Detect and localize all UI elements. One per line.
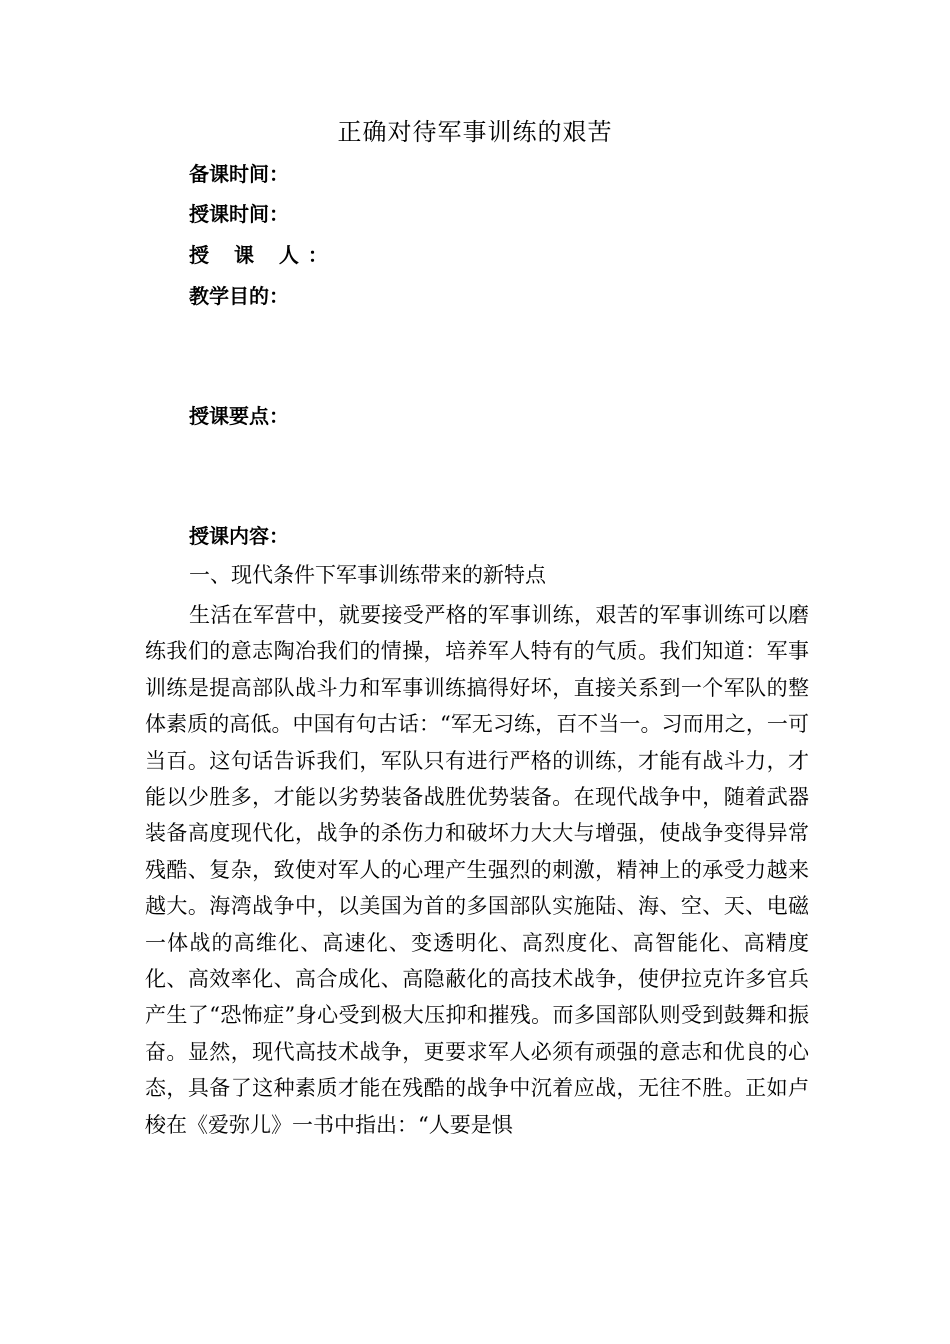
teacher-field <box>189 241 337 269</box>
body-paragraph: 生活在军营中，就要接受严格的军事训练，艰苦的军事训练可以磨练我们的意志陶冶我们的情操，培养军人特有的气质。我们知道：军事训练是提高部队战斗力和军事训练搞得好坏，直接关系到一个军队的整体素质的高低。中国有句古话：“军无习练，百不当一。习而用之，一可当百。这句话告诉我们，军队只有进行严格的训练，才能有战斗力，才能以少胜多，才能以劣势装备战胜优势装备。在现代战争中，随着武器装备高度现代化，战争的杀伤力和破坏力大大与增强，使战争变得异常残酷、复杂，致使对军人的心理产生强烈的刺激，精神上的承受力越来越大。海湾战争中，以美国为首的多国部队实施陆、海、空、天、电磁一体战的高维化、高速化、变透明化、高烈度化、高智能化、高精度化、高效率化、高合成化、高隐蔽化的高技术战争，使伊拉克许多官兵产生了“恐怖症”身心受到极大压抑和摧残。而多国部队则受到鼓舞和振奋。显然，现代高技术战争，更要求军人必须有顽强的意志和优良的心态，具备了这种素质才能在残酷的战争中沉着应战，无往不胜。正如卢梭在《爱弥儿》一书中指出：“人要是惧 <box>145 603 809 1137</box>
prep-time-label: 备课时间： <box>189 162 289 186</box>
section-heading: 一、现代条件下军事训练带来的新特点 <box>189 563 546 587</box>
document-title: 正确对待军事训练的艰苦 <box>337 118 613 146</box>
teach-time-field <box>189 200 289 228</box>
body-text <box>145 597 809 1143</box>
key-points-field <box>189 402 295 430</box>
objective-field <box>189 282 295 310</box>
teach-time-label: 授课时间： <box>189 202 289 226</box>
objective-label: 教学目的： <box>189 284 289 308</box>
content-label: 授课内容： <box>189 524 289 548</box>
key-points-label: 授课要点： <box>189 404 289 428</box>
content-field <box>189 522 289 550</box>
prep-time-field <box>189 160 289 188</box>
teacher-label: 授 课 人： <box>189 243 337 267</box>
